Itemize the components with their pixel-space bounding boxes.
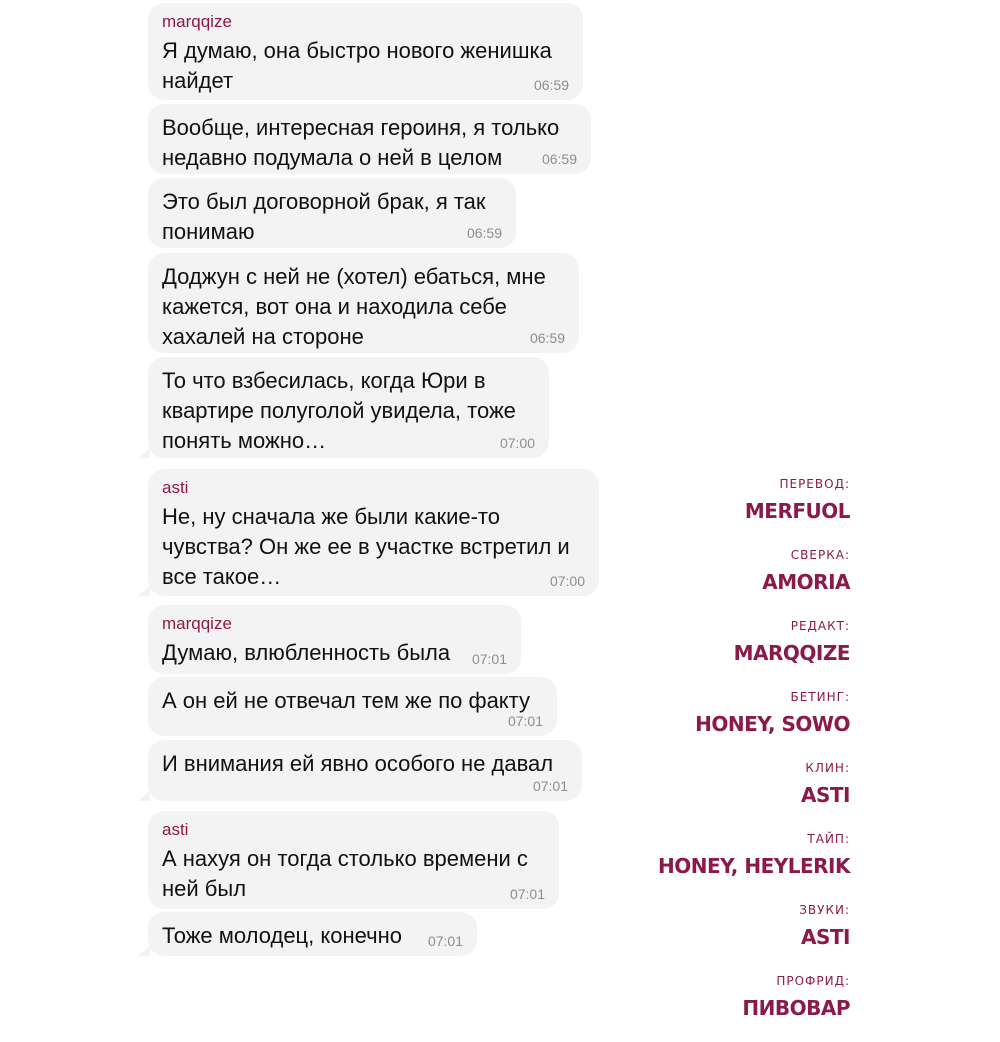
message-text: То что взбесилась, когда Юри в квартире полуголой увидела, тоже понять можно… [162, 368, 516, 453]
credit-edit [658, 616, 850, 687]
message-sender: asti [162, 820, 189, 839]
message-bubble [148, 740, 582, 801]
credit-role: ЗВУКИ: [799, 903, 850, 917]
credit-role: СВЕРКА: [790, 548, 850, 562]
message-bubble [148, 469, 599, 596]
message-text: Доджун с ней не (хотел) ебаться, мне кажется, вот она и находила себе хахалей на стороне [162, 264, 546, 349]
message-time: 06:59 [466, 225, 502, 241]
credit-role: ТАЙП: [807, 832, 850, 846]
credit-check [658, 545, 850, 616]
credit-proofread [658, 971, 850, 1042]
credits-list [658, 474, 850, 1042]
message-text: Я думаю, она быстро нового женишка найдет [162, 38, 552, 93]
message-time: 07:00 [549, 573, 585, 589]
message-time: 06:59 [533, 77, 569, 93]
message-time: 07:01 [507, 713, 543, 729]
credit-sounds [658, 900, 850, 971]
message-bubble [148, 104, 591, 174]
message-time: 07:01 [471, 651, 507, 667]
credit-role: ПЕРЕВОД: [779, 477, 850, 491]
message-sender: marqqize [162, 614, 232, 633]
credit-clean [658, 758, 850, 829]
message-time: 07:01 [532, 778, 568, 794]
message-text: Думаю, влюбленность была [162, 640, 451, 665]
credit-role: ПРОФРИД: [776, 974, 850, 988]
message-time: 07:00 [499, 435, 535, 451]
message-sender: asti [162, 478, 189, 497]
bubble-tail [138, 946, 150, 956]
credit-name: ASTI [801, 783, 850, 807]
credit-name: MERFUOL [744, 499, 850, 523]
message-bubble [148, 677, 557, 736]
bubble-tail [138, 791, 150, 801]
message-time: 06:59 [529, 330, 565, 346]
message-bubble [148, 605, 521, 674]
credit-role: РЕДАКТ: [790, 619, 850, 633]
message-bubble [148, 357, 549, 458]
message-text: А нахуя он тогда столько времени с ней был [162, 846, 528, 901]
message-bubble [148, 912, 477, 956]
message-text: Вообще, интересная героиня, я только недавно подумала о ней в целом [162, 115, 560, 170]
credit-role: БЕТИНГ: [790, 690, 850, 704]
credit-name: ASTI [801, 925, 850, 949]
message-bubble [148, 3, 583, 100]
message-sender: marqqize [162, 12, 232, 31]
credit-type [658, 829, 850, 900]
bubble-tail [138, 586, 150, 596]
credit-name: HONEY, SOWO [695, 712, 850, 736]
message-text: Не, ну сначала же были какие-то чувства? Он же ее в участке встретил и все такое… [162, 504, 570, 589]
credit-translation [658, 474, 850, 545]
credit-name: MARQQIZE [733, 641, 850, 665]
message-bubble [148, 178, 516, 248]
message-text: А он ей не отвечал тем же по факту [162, 688, 530, 713]
message-bubble [148, 811, 559, 909]
message-time: 06:59 [541, 151, 577, 167]
message-text: Это был договорной брак, я так понимаю [162, 189, 486, 244]
message-time: 07:01 [427, 933, 463, 949]
credit-name: ПИВОВАР [742, 996, 850, 1020]
message-text: И внимания ей явно особого не давал [162, 751, 554, 776]
message-bubble [148, 253, 579, 353]
credit-role: КЛИН: [805, 761, 850, 775]
credit-name: HONEY, HEYLERIK [657, 854, 850, 878]
bubble-tail [138, 448, 150, 458]
credit-name: AMORIA [762, 570, 850, 594]
message-text: Тоже молодец, конечно [162, 923, 402, 948]
message-time: 07:01 [509, 886, 545, 902]
credit-beta [658, 687, 850, 758]
